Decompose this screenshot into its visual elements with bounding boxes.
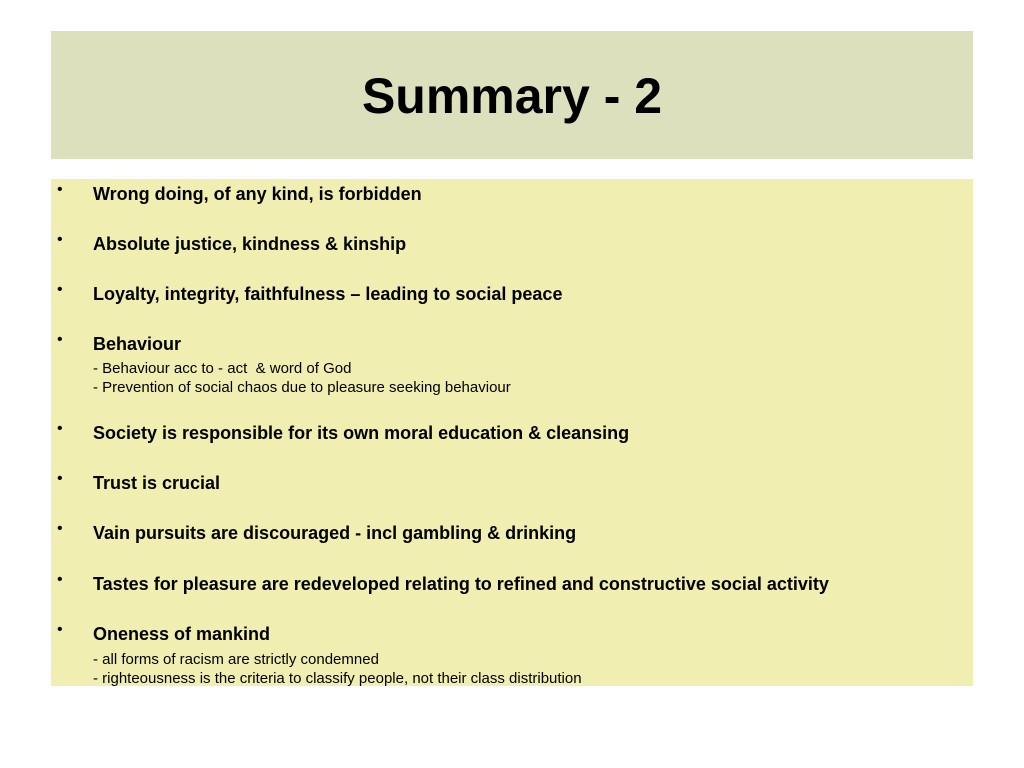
bullet-text: Tastes for pleasure are redeveloped relating to refined and constructive social activity: [93, 574, 829, 594]
bullet-dot: •: [57, 331, 63, 348]
bullet-dot: •: [57, 281, 63, 298]
bullet-text: Wrong doing, of any kind, is forbidden: [93, 184, 422, 204]
sub-bullet-text: - Behaviour acc to - act & word of God: [93, 360, 352, 377]
bullet-dot: •: [57, 621, 63, 638]
sub-bullet-text: - righteousness is the criteria to classify people, not their class distribution: [93, 670, 582, 687]
bullet-dot: •: [57, 231, 63, 248]
slide-title: Summary - 2: [361, 68, 663, 124]
bullet-text: Oneness of mankind: [93, 624, 271, 644]
bullet-dot: •: [57, 571, 63, 588]
bullet-dot: •: [57, 181, 63, 198]
title-box: [51, 31, 973, 159]
bullet-text: Society is responsible for its own moral education & cleansing: [93, 423, 630, 443]
bullet-text: Loyalty, integrity, faithfulness – leading to social peace: [93, 284, 563, 304]
bullet-dot: •: [57, 520, 63, 537]
content-box: [51, 179, 973, 686]
bullet-text: Trust is crucial: [93, 473, 221, 493]
bullet-dot: •: [57, 420, 63, 437]
bullet-dot: •: [57, 470, 63, 487]
bullet-text: Behaviour: [93, 334, 182, 354]
bullet-text: Absolute justice, kindness & kinship: [93, 234, 407, 254]
sub-bullet-text: - Prevention of social chaos due to pleasure seeking behaviour: [93, 379, 511, 396]
sub-bullet-text: - all forms of racism are strictly condemned: [93, 651, 379, 668]
bullet-text: Vain pursuits are discouraged - incl gambling & drinking: [93, 523, 577, 543]
